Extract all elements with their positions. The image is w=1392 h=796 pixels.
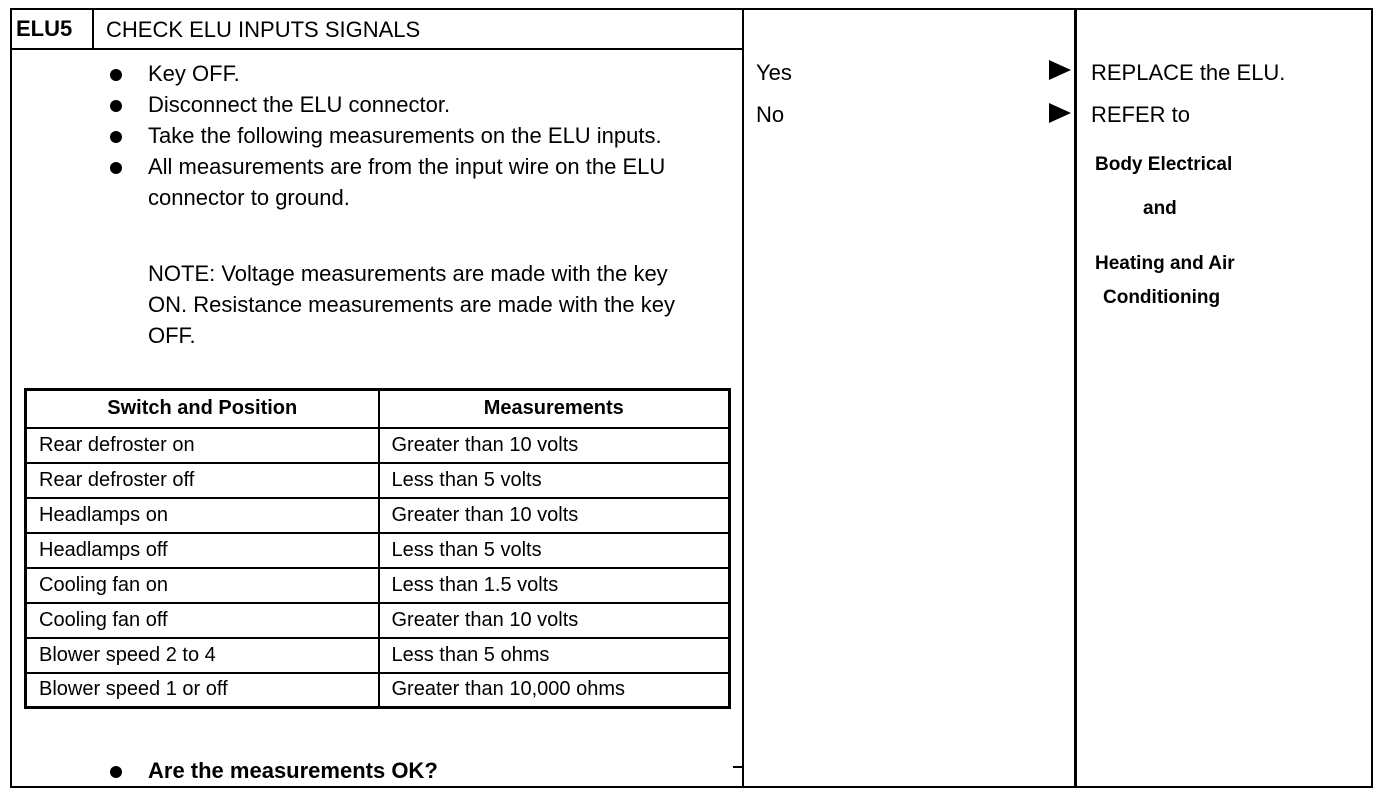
instruction-text: Disconnect the ELU connector. — [148, 92, 451, 117]
switch-cell: Rear defroster on — [26, 428, 379, 463]
column-header-switch: Switch and Position — [26, 390, 379, 428]
instruction-item — [106, 58, 716, 89]
step-title: CHECK ELU INPUTS SIGNALS — [106, 17, 421, 42]
measurement-cell: Less than 5 volts — [379, 463, 730, 498]
measurement-cell: Greater than 10 volts — [379, 428, 730, 463]
bullet-icon — [110, 131, 122, 143]
switch-cell: Rear defroster off — [26, 463, 379, 498]
instruction-text: All measurements are from the input wire on the ELU connector to ground. — [148, 154, 666, 210]
reference-heating-line1: Heating and Air — [1095, 253, 1235, 274]
table-header-row — [26, 390, 730, 428]
instruction-item — [106, 120, 688, 151]
table-row — [26, 428, 730, 463]
switch-cell: Cooling fan on — [26, 568, 379, 603]
table-row — [26, 638, 730, 673]
reference-body-electrical: Body Electrical — [1095, 154, 1233, 175]
instruction-text: Take the following measurements on the ELU inputs. — [148, 123, 662, 148]
switch-cell: Headlamps off — [26, 533, 379, 568]
table-row — [26, 568, 730, 603]
reference-and: and — [1143, 198, 1177, 219]
measurements-table — [24, 388, 731, 709]
bullet-icon — [110, 162, 122, 174]
table-row — [26, 463, 730, 498]
arrow-right-icon — [1049, 60, 1071, 80]
table-row — [26, 673, 730, 708]
bullet-icon — [110, 100, 122, 112]
answer-yes: Yes — [756, 60, 792, 85]
instruction-text: Key OFF. — [148, 61, 240, 86]
table-row — [26, 498, 730, 533]
measurement-cell: Less than 5 ohms — [379, 638, 730, 673]
column-divider-2 — [1074, 8, 1077, 788]
column-header-measurements: Measurements — [379, 390, 730, 428]
measurement-cell: Greater than 10,000 ohms — [379, 673, 730, 708]
table-row — [26, 533, 730, 568]
connector-tick — [733, 766, 743, 768]
yes-action: REPLACE the ELU. — [1091, 60, 1286, 85]
question — [106, 755, 438, 786]
no-action: REFER to — [1091, 102, 1191, 127]
question-text: Are the measurements OK? — [148, 758, 438, 783]
reference-heating-line2: Conditioning — [1103, 287, 1221, 308]
measurement-cell: Less than 1.5 volts — [379, 568, 730, 603]
bullet-icon — [110, 69, 122, 81]
measurement-cell: Less than 5 volts — [379, 533, 730, 568]
instruction-item — [106, 151, 678, 213]
switch-cell: Cooling fan off — [26, 603, 379, 638]
column-divider-1 — [742, 8, 744, 788]
measurement-cell: Greater than 10 volts — [379, 498, 730, 533]
measurement-cell: Greater than 10 volts — [379, 603, 730, 638]
switch-cell: Blower speed 2 to 4 — [26, 638, 379, 673]
step-header — [10, 8, 743, 50]
bullet-icon — [110, 766, 122, 778]
step-id: ELU5 — [10, 8, 94, 48]
switch-cell: Headlamps on — [26, 498, 379, 533]
table-row — [26, 603, 730, 638]
note-text: NOTE: Voltage measurements are made with the key ON. Resistance measurements are made with the key OFF. — [148, 261, 676, 348]
arrow-right-icon — [1049, 103, 1071, 123]
answer-no: No — [756, 102, 785, 127]
instruction-item — [106, 89, 716, 120]
instruction-list — [106, 58, 716, 213]
switch-cell: Blower speed 1 or off — [26, 673, 379, 708]
